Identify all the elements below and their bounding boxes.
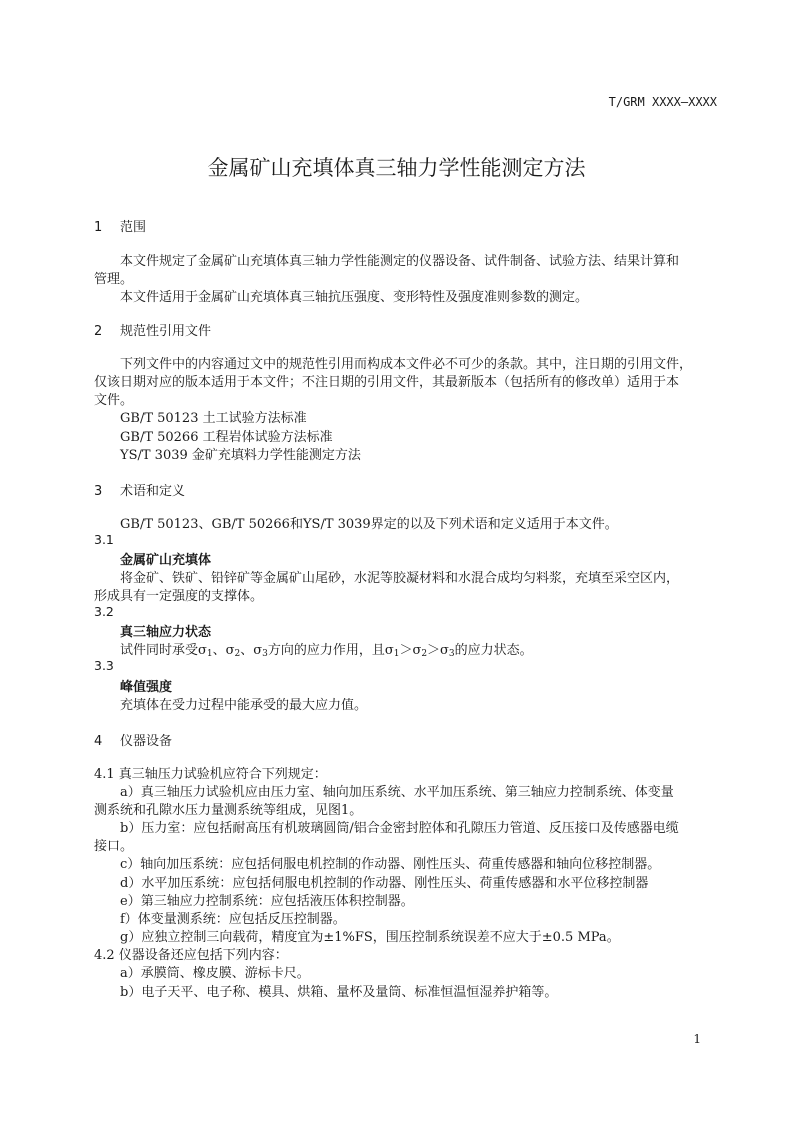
section-number: 3 <box>94 484 103 499</box>
section-number: 2 <box>94 324 103 339</box>
term-title: 金属矿山充填体 <box>120 553 212 568</box>
paragraph: GB/T 50123、GB/T 50266和YS/T 3039界定的以及下列术语和定义适用于本文件。 <box>120 517 618 532</box>
list-item: b）压力室：应包括耐高压有机玻璃圆筒/铝合金密封腔体和孔隙压力管道、反压接口及传感器电缆 <box>120 821 679 836</box>
reference-item: GB/T 50266 工程岩体试验方法标准 <box>120 430 333 445</box>
reference-item: YS/T 3039 金矿充填料力学性能测定方法 <box>120 448 361 463</box>
term-number: 3.1 <box>94 532 114 547</box>
section-title: 术语和定义 <box>120 484 186 499</box>
reference-item: GB/T 50123 土工试验方法标准 <box>120 411 307 426</box>
paragraph: 下列文件中的内容通过文中的规范性引用而构成本文件必不可少的条款。其中，注日期的引用文件， <box>120 357 693 372</box>
clause: 4.2 仪器设备还应包括下列内容： <box>94 948 288 963</box>
term-title: 峰值强度 <box>120 680 173 695</box>
list-item: e）第三轴应力控制系统：应包括液压体积控制器。 <box>120 894 414 909</box>
section-4-heading <box>94 730 172 749</box>
term-definition: 形成具有一定强度的支撑体。 <box>94 589 264 604</box>
term-definition: 将金矿、铁矿、铅锌矿等金属矿山尾砂，水泥等胶凝材料和水混合成均匀料浆，充填至采空区内， <box>120 571 680 586</box>
section-title: 仪器设备 <box>120 734 173 749</box>
section-1-heading <box>94 216 146 235</box>
section-2-heading <box>94 320 211 339</box>
list-item: c）轴向加压系统：应包括伺服电机控制的作动器、刚性压头、荷重传感器和轴向位移控制器。 <box>120 857 661 872</box>
term-definition: 试件同时承受$\sigma_1$、$\sigma_2$、$\sigma_3$方向的应力作用，且$\sigma_1>\sigma_2>\sigma_3$的应力状态。 <box>120 643 533 659</box>
list-item: f）体变量测系统：应包括反压控制器。 <box>120 912 346 927</box>
paragraph: 文件。 <box>94 393 134 408</box>
list-item: 测系统和孔隙水压力量测系统等组成，见图1。 <box>94 803 363 818</box>
paragraph: 本文件规定了金属矿山充填体真三轴力学性能测定的仪器设备、试件制备、试验方法、结果计算和 <box>120 254 680 269</box>
term-title: 真三轴应力状态 <box>120 625 212 640</box>
paragraph: 管理。 <box>94 272 134 287</box>
section-3-heading <box>94 480 185 499</box>
list-item: a）真三轴压力试验机应由压力室、轴向加压系统、水平加压系统、第三轴应力控制系统、体变量 <box>120 785 674 800</box>
document-code: T/GRM XXXX—XXXX <box>608 95 717 109</box>
term-number: 3.2 <box>94 604 114 619</box>
section-number: 1 <box>94 220 103 235</box>
section-title: 范围 <box>120 220 147 235</box>
document-title: 金属矿山充填体真三轴力学性能测定方法 <box>207 156 586 180</box>
section-number: 4 <box>94 734 103 749</box>
list-item: a）承膜筒、橡皮膜、游标卡尺。 <box>120 966 310 981</box>
paragraph: 仅该日期对应的版本适用于本文件；不注日期的引用文件，其最新版本（包括所有的修改单）适用于本 <box>94 375 680 390</box>
clause: 4.1 真三轴压力试验机应符合下列规定： <box>94 767 327 782</box>
list-item: d）水平加压系统：应包括伺服电机控制的作动器、刚性压头、荷重传感器和水平位移控制器 <box>120 876 649 891</box>
list-item: g）应独立控制三向载荷，精度宜为±1%FS，围压控制系统误差不应大于±0.5 MPa。 <box>120 930 620 945</box>
paragraph: 本文件适用于金属矿山充填体真三轴抗压强度、变形特性及强度准则参数的测定。 <box>120 290 589 305</box>
term-definition: 充填体在受力过程中能承受的最大应力值。 <box>120 698 368 713</box>
list-item: b）电子天平、电子称、模具、烘箱、量杯及量筒、标准恒温恒湿养护箱等。 <box>120 985 558 1000</box>
section-title: 规范性引用文件 <box>120 324 212 339</box>
page-number: 1 <box>693 1032 701 1046</box>
list-item: 接口。 <box>94 839 134 854</box>
term-number: 3.3 <box>94 658 114 673</box>
